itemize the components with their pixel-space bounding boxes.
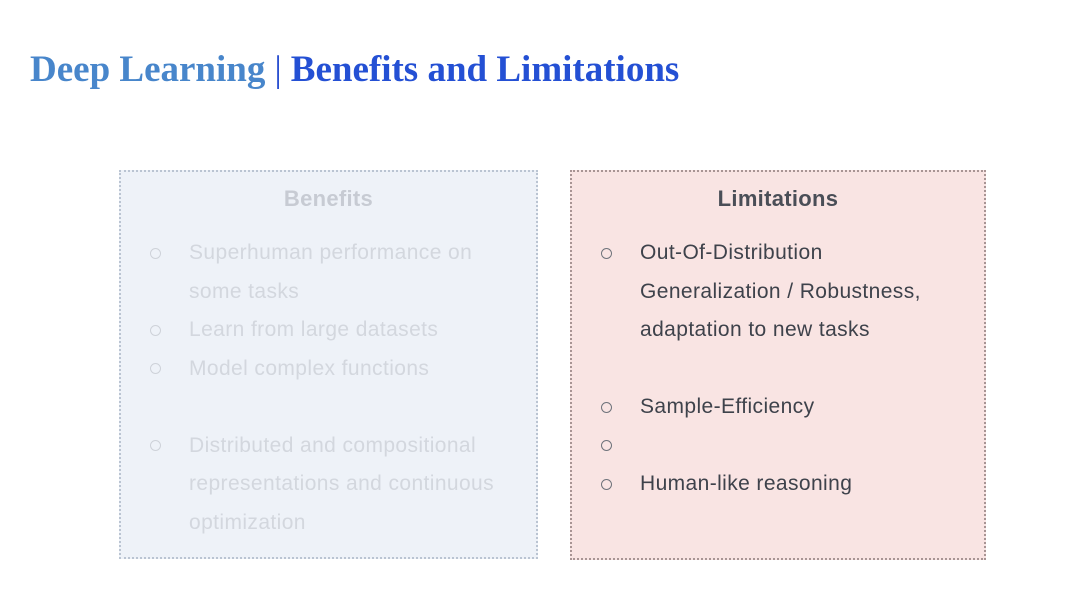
- limitations-list: [572, 234, 984, 504]
- limitation-text: Out-Of-Distribution: [640, 241, 823, 264]
- benefit-text: Model complex functions: [189, 356, 430, 380]
- benefits-list: [121, 234, 536, 542]
- limitation-line: [572, 388, 984, 427]
- benefit-line: [121, 504, 536, 543]
- limitation-line: [572, 234, 984, 273]
- limitations-heading: Limitations: [717, 186, 839, 211]
- benefits-heading: Benefits: [283, 186, 374, 211]
- page-title: [30, 50, 679, 90]
- benefit-text: Distributed and compositional: [189, 433, 477, 457]
- benefit-line: [121, 311, 536, 350]
- bullet-circle-icon: [601, 248, 612, 259]
- limitation-text: adaptation to new tasks: [640, 318, 870, 341]
- bullet-circle-icon: [150, 325, 161, 336]
- benefit-text: Superhuman performance on: [189, 241, 473, 264]
- bullet-circle-icon: [601, 402, 612, 413]
- benefit-line: [121, 465, 536, 504]
- bullet-circle-icon: [150, 363, 161, 374]
- benefits-card: [119, 170, 538, 559]
- benefit-line-spacer: [121, 388, 536, 427]
- benefit-line: [121, 273, 536, 312]
- limitation-text: Sample-Efficiency: [640, 395, 815, 418]
- limitation-text: Generalization / Robustness,: [640, 279, 921, 303]
- title-topic: Deep Learning: [30, 49, 266, 90]
- bullet-circle-icon: [150, 440, 161, 451]
- limitation-line: [572, 465, 984, 504]
- bullet-circle-icon: [601, 479, 612, 490]
- benefit-text: optimization: [189, 510, 306, 534]
- benefit-text: Learn from large datasets: [189, 318, 439, 341]
- benefit-line: [121, 350, 536, 389]
- bullet-circle-icon: [601, 440, 612, 451]
- benefit-line: [121, 427, 536, 466]
- benefit-line: [121, 234, 536, 273]
- benefit-text: some tasks: [189, 279, 300, 303]
- limitation-line: [572, 311, 984, 350]
- limitations-card: [570, 170, 986, 560]
- benefit-text: representations and continuous: [189, 472, 495, 495]
- limitation-line: [572, 273, 984, 312]
- title-subtitle: Benefits and Limitations: [290, 49, 680, 90]
- limitation-line-empty: [572, 427, 984, 466]
- bullet-circle-icon: [150, 248, 161, 259]
- limitation-text: Human-like reasoning: [640, 472, 853, 495]
- limitation-line-spacer: [572, 350, 984, 389]
- title-divider: |: [274, 49, 282, 90]
